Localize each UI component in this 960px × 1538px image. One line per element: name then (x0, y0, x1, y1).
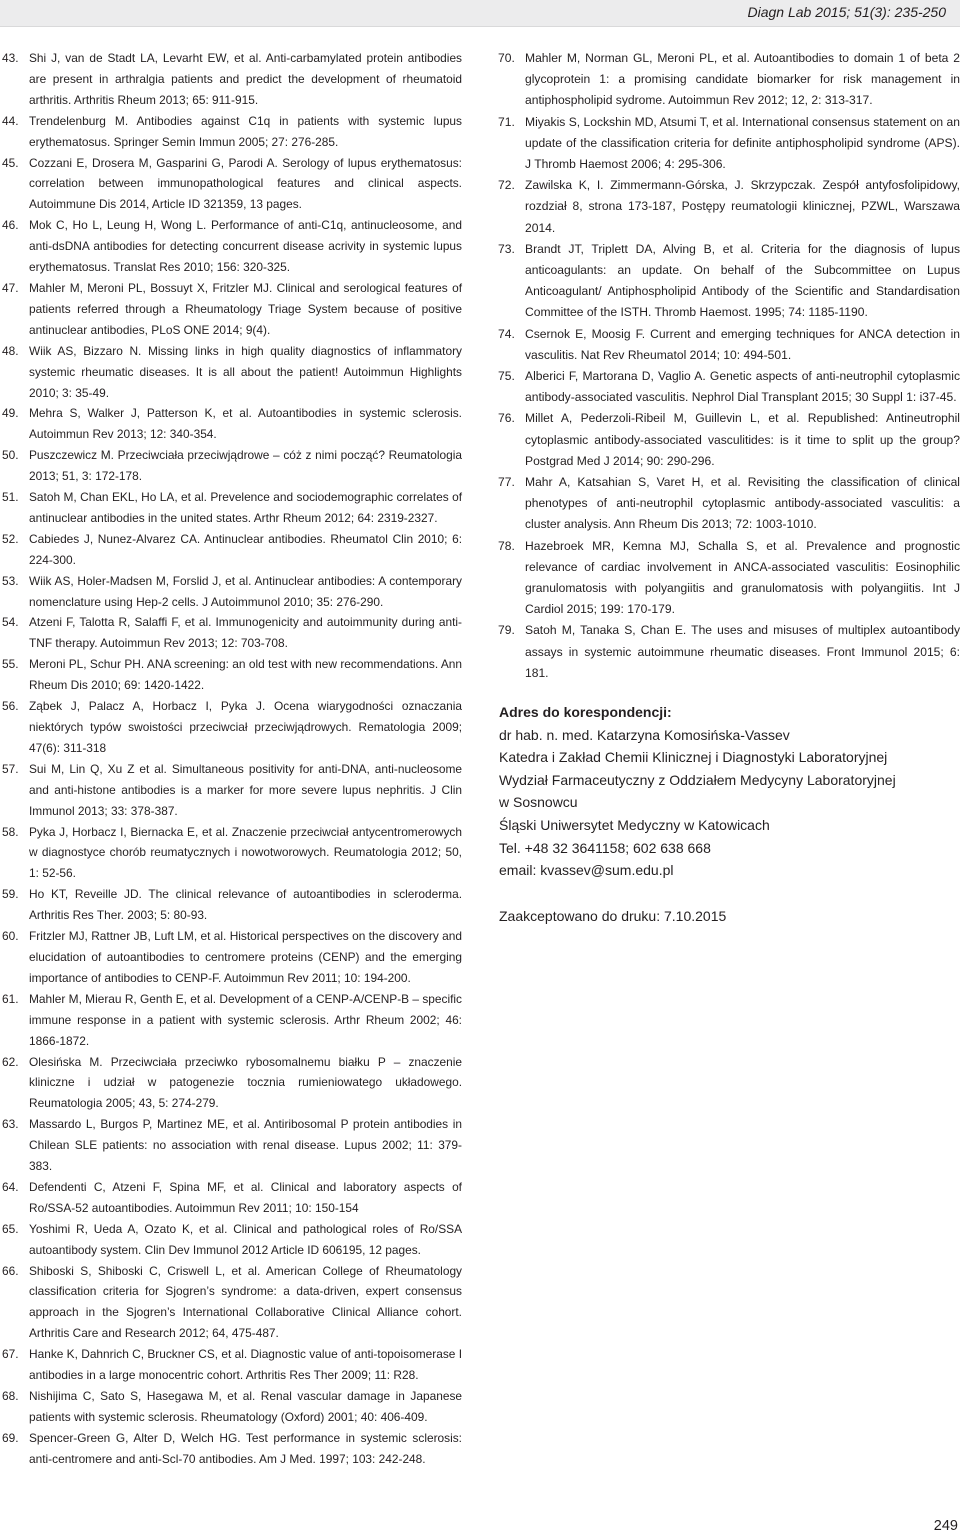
reference-number: 70. (498, 51, 515, 65)
reference-item (2, 215, 462, 278)
reference-item (498, 48, 960, 112)
reference-item (498, 366, 960, 408)
reference-item (2, 571, 462, 613)
reference-number: 64. (2, 1179, 19, 1194)
reference-item (498, 536, 960, 621)
reference-text: Mok C, Ho L, Leung H, Wong L. Performance of anti-C1q, antinucleosome, and anti-dsDNA antibodies for detecting concurrent disease acrivity in systemic lupus erythematosus. Translat Res 2010; 156: 320-325. (29, 218, 462, 275)
reference-number: 71. (498, 114, 515, 129)
correspondence-heading: Adres do korespondencji: (499, 704, 672, 720)
reference-number: 44. (2, 113, 19, 128)
accepted-date: Zaakceptowano do druku: 7.10.2015 (499, 908, 727, 924)
reference-number: 73. (498, 241, 515, 256)
reference-text: Hazebroek MR, Kemna MJ, Schalla S, et al. Prevalence and prognostic relevance of cardiac involvement in ANCA-associated vasculitis: Eosinophilic granulomatosis with polyangiitis and granulomatosis with polyangiitis. Int J Cardiol 2015; 199: 170-179. (525, 538, 960, 617)
page-number: 249 (933, 1518, 958, 1534)
reference-item (498, 620, 960, 684)
reference-item (2, 1386, 462, 1428)
reference-text: Mahler M, Mierau R, Genth E, et al. Development of a CENP-A/CENP-B – specific immune response in a patient with systemic sclerosis. Arthr Rheum 2002; 46: 1866-1872. (29, 991, 462, 1048)
reference-number: 78. (498, 538, 515, 553)
reference-text: Brandt JT, Triplett DA, Alving B, et al. Criteria for the diagnosis of lupus anticoagulants: an update. On behalf of the Subcommittee on Lupus Anticoagulant/ Antiphospholipid Antibody of the Scientific and Standardisation Committee of the ISTH. Thromb Haemost. 1995; 74: 1185-1190. (525, 241, 960, 320)
reference-text: Mahr A, Katsahian S, Varet H, et al. Revisiting the classification of clinical phenotypes of anti-neutrophil cytoplasmic antibody-associated vasculitis: a cluster analysis. Ann Rheum Dis 2013; 72: 1003-1010. (525, 475, 960, 532)
reference-number: 51. (2, 490, 19, 505)
journal-header (0, 0, 960, 27)
reference-text: Shi J, van de Stadt LA, Levarht EW, et al. Anti-carbamylated protein antibodies are present in arthralgia patients and predict the development of rheumatoid arthritis. Arthritis Rheum 2013; 65: 911-915. (29, 51, 462, 107)
reference-number: 48. (2, 343, 19, 358)
correspondence-block (499, 701, 939, 882)
reference-number: 69. (2, 1430, 19, 1445)
reference-text: Defendenti C, Atzeni F, Spina MF, et al. Clinical and laboratory aspects of Ro/SSA-52 autoantibodies. Autoimmun Rev 2011; 10: 150-154 (29, 1179, 462, 1215)
correspondence-line: w Sosnowcu (499, 794, 578, 811)
reference-text: Nishijima C, Sato S, Hasegawa M, et al. Renal vascular damage in Japanese patients with systemic sclerosis. Rheumatology (Oxford) 2001; 40: 406-409. (29, 1389, 462, 1424)
reference-number: 54. (2, 615, 19, 630)
reference-item (2, 341, 462, 404)
reference-number: 49. (2, 406, 19, 421)
correspondence-line: dr hab. n. med. Katarzyna Komosińska-Vassev (499, 726, 790, 743)
reference-text: Alberici F, Martorana D, Vaglio A. Genetic aspects of anti-neutrophil cytoplasmic antibody-associated vasculitis. Nephrol Dial Transplant 2015; 30 Suppl 1: i37-45. (525, 369, 960, 405)
reference-text: Spencer-Green G, Alter D, Welch HG. Test performance in systemic sclerosis: anti-centromere and anti-Scl-70 antibodies. Am J Med. 1997; 103: 242-248. (29, 1430, 462, 1466)
reference-number: 62. (2, 1054, 19, 1069)
reference-text: Mehra S, Walker J, Patterson K, et al. Autoantibodies in systemic sclerosis. Autoimmun Rev 2013; 12: 340-354. (29, 406, 462, 442)
reference-item (2, 403, 462, 445)
reference-number: 79. (498, 623, 515, 638)
reference-text: Cabiedes J, Nunez-Alvarez CA. Antinuclear antibodies. Rheumatol Clin 2010; 6: 224-300. (29, 531, 462, 567)
reference-item (2, 1177, 462, 1219)
reference-text: Miyakis S, Lockshin MD, Atsumi T, et al. International consensus statement on an update of the classification criteria for definite antiphospholipid syndrome (APS). J Thromb Haemost 2006; 4: 295-306. (525, 114, 960, 172)
reference-number: 57. (2, 761, 19, 776)
reference-text: Sui M, Lin Q, Xu Z et al. Simultaneous positivity for anti-DNA, anti-nucleosome and anti-histone antibodies is a marker for more severe lupus nephritis. J Clin Immunol 2013; 33: 378-387. (29, 761, 462, 818)
reference-item (2, 1219, 462, 1261)
reference-item (2, 529, 462, 571)
reference-text: Wiik AS, Holer-Madsen M, Forslid J, et al. Antinuclear antibodies: A contemporary nomenclature using Hep-2 cells. J Autoimmunol 2010; 35: 276-290. (29, 573, 462, 609)
reference-number: 59. (2, 887, 19, 902)
reference-text: Massardo L, Burgos P, Martinez ME, et al. Antiribosomal P protein antibodies in Chilean SLE patients: no association with renal disease. Lupus 2002; 11: 379-383. (29, 1117, 462, 1174)
reference-number: 43. (2, 51, 19, 65)
reference-number: 68. (2, 1389, 19, 1403)
reference-number: 61. (2, 991, 19, 1006)
reference-text: Hanke K, Dahnrich C, Bruckner CS, et al. Diagnostic value of anti-topoisomerase I antibodies in a large monocentric cohort. Arthritis Res Ther 2009; 11: R28. (29, 1347, 462, 1383)
reference-item (2, 696, 462, 759)
reference-number: 55. (2, 657, 19, 672)
reference-text: Meroni PL, Schur PH. ANA screening: an old test with new recommendations. Ann Rheum Dis 2010; 69: 1420-1422. (29, 657, 462, 693)
reference-text: Cozzani E, Drosera M, Gasparini G, Parodi A. Serology of lupus erythematosus: correlation between immunopathological features and clinical aspects. Autoimmune Dis 2014, Article ID 321359, 13 pages. (29, 155, 462, 212)
reference-item (2, 759, 462, 822)
reference-item (2, 989, 462, 1052)
reference-number: 76. (498, 411, 515, 426)
reference-item (2, 111, 462, 153)
reference-text: Millet A, Pederzoli-Ribeil M, Guillevin L, et al. Republished: Antineutrophil cytoplasmic antibody-associated vasculitides: is it time to split up the group? Postgrad Med J 2014; 90: 290-296. (525, 411, 960, 468)
reference-item (2, 822, 462, 885)
reference-number: 56. (2, 699, 19, 714)
journal-citation: Diagn Lab 2015; 51(3): 235-250 (747, 4, 946, 20)
reference-number: 50. (2, 448, 19, 463)
reference-number: 63. (2, 1117, 19, 1132)
reference-item (2, 612, 462, 654)
references-left-column (2, 48, 462, 1470)
reference-number: 60. (2, 929, 19, 944)
reference-item (498, 324, 960, 366)
reference-item (498, 239, 960, 324)
reference-item (498, 472, 960, 536)
reference-text: Satoh M, Tanaka S, Chan E. The uses and misuses of multiplex autoantibody assays in systemic autoimmune rheumatic diseases. Front Immunol 2015; 6: 181. (525, 623, 960, 680)
correspondence-line: Katedra i Zakład Chemii Klinicznej i Diagnostyki Laboratoryjnej (499, 749, 888, 766)
reference-text: Yoshimi R, Ueda A, Ozato K, et al. Clinical and pathological roles of Ro/SSA autoantibody system. Clin Dev Immunol 2012 Article ID 606195, 12 pages. (29, 1221, 462, 1257)
correspondence-line: email: kvassev@sum.edu.pl (499, 862, 674, 879)
reference-number: 74. (498, 326, 515, 341)
reference-item (2, 487, 462, 529)
reference-text: Mahler M, Norman GL, Meroni PL, et al. Autoantibodies to domain 1 of beta 2 glycoprotein 1: a promising candidate biomarker for risk management in antiphospholipid sydrome. Autoimmun Rev 2012; 12, 2: 313-317. (525, 51, 960, 108)
reference-item (2, 1114, 462, 1177)
reference-number: 66. (2, 1263, 19, 1278)
reference-text: Puszczewicz M. Przeciwciała przeciwjądrowe – cóż z nimi począć? Reumatologia 2013; 51, 3: 172-178. (29, 448, 462, 484)
reference-text: Olesińska M. Przeciwciała przeciwko rybosomalnemu białku P – znaczenie kliniczne i udział w patogenezie tocznia rumieniowatego układowego. Reumatologia 2005; 43, 5: 274-279. (29, 1054, 462, 1111)
reference-item (2, 926, 462, 989)
reference-text: Zawilska K, I. Zimmermann-Górska, J. Skrzypczak. Zespół antyfosfolipidowy, rozdział 8, strona 173-187, Postępy reumatologii klinicznej, PZWL, Warszawa 2014. (525, 178, 960, 235)
reference-text: Shiboski S, Shiboski C, Criswell L, et al. American College of Rheumatology classification criteria for Sjogren’s syndrome: a data-driven, expert consensus approach in the Sjogren’s International Collaborative Clinical Alliance cohort. Arthritis Care and Research 2012; 64, 475-487. (29, 1263, 462, 1341)
reference-number: 72. (498, 178, 515, 193)
reference-text: Mahler M, Meroni PL, Bossuyt X, Fritzler MJ. Clinical and serological features of patients referred through a Rheumatology Triage System because of positive antinuclear antibodies, PLoS ONE 2014; 9(4). (29, 280, 462, 337)
reference-item (498, 408, 960, 472)
reference-number: 47. (2, 280, 19, 295)
reference-number: 46. (2, 218, 19, 233)
reference-item (2, 278, 462, 341)
reference-item (2, 48, 462, 111)
reference-item (2, 153, 462, 216)
reference-item (2, 445, 462, 487)
correspondence-line: Śląski Uniwersytet Medyczny w Katowicach (499, 816, 770, 833)
reference-item (498, 112, 960, 176)
reference-text: Csernok E, Moosig F. Current and emerging techniques for ANCA detection in vasculitis. Nat Rev Rheumatol 2014; 10: 494-501. (525, 326, 960, 362)
reference-item (2, 1261, 462, 1345)
reference-number: 53. (2, 573, 19, 588)
reference-item (2, 1052, 462, 1115)
reference-number: 52. (2, 531, 19, 546)
reference-number: 75. (498, 369, 515, 384)
references-right-column (498, 48, 960, 684)
reference-text: Trendelenburg M. Antibodies against C1q in patients with systemic lupus erythematosus. Springer Semin Immun 2005; 27: 276-285. (29, 113, 462, 149)
reference-item (2, 654, 462, 696)
reference-text: Atzeni F, Talotta R, Salaffi F, et al. Immunogenicity and autoimmunity during anti-TNF therapy. Autoimmun Rev 2013; 12: 703-708. (29, 615, 462, 651)
reference-item (2, 1428, 462, 1470)
reference-number: 77. (498, 475, 515, 490)
reference-item (498, 175, 960, 239)
reference-text: Wiik AS, Bizzaro N. Missing links in high quality diagnostics of inflammatory systemic rheumatic diseases. It is all about the patient! Autoimmun Highlights 2010; 3: 35-49. (29, 343, 462, 400)
reference-number: 65. (2, 1221, 19, 1236)
reference-text: Pyka J, Horbacz I, Biernacka E, et al. Znaczenie przeciwciał antycentromerowych w diagnostyce chorób reumatycznych i nowotworowych. Reumatologia 2012; 50, 1: 52-56. (29, 824, 462, 881)
reference-text: Satoh M, Chan EKL, Ho LA, et al. Prevelence and sociodemographic correlates of antinuclear antibodies in the united states. Arthr Rheum 2012; 64: 2319-2327. (29, 490, 462, 525)
reference-number: 58. (2, 824, 19, 839)
reference-text: Fritzler MJ, Rattner JB, Luft LM, et al. Historical perspectives on the discovery and elucidation of autoantibodies to centromere proteins (CENP) and the emerging importance of antibodies to CENP-F. Autoimmun Rev 2011; 10: 194-200. (29, 929, 462, 985)
reference-item (2, 884, 462, 926)
reference-number: 45. (2, 155, 19, 170)
reference-text: Ho KT, Reveille JD. The clinical relevance of autoantibodies in scleroderma. Arthritis Res Ther. 2003; 5: 80-93. (29, 887, 462, 923)
reference-item (2, 1344, 462, 1386)
reference-text: Ząbek J, Palacz A, Horbacz I, Pyka J. Ocena wiarygodności oznaczania niektórych typów swoistości przeciwciał przeciwjądrowych. Rematologia 2009; 47(6): 311-318 (29, 699, 462, 755)
correspondence-line: Tel. +48 32 3641158; 602 638 668 (499, 839, 711, 856)
correspondence-line: Wydział Farmaceutyczny z Oddziałem Medycyny Laboratoryjnej (499, 771, 896, 788)
reference-number: 67. (2, 1347, 19, 1362)
